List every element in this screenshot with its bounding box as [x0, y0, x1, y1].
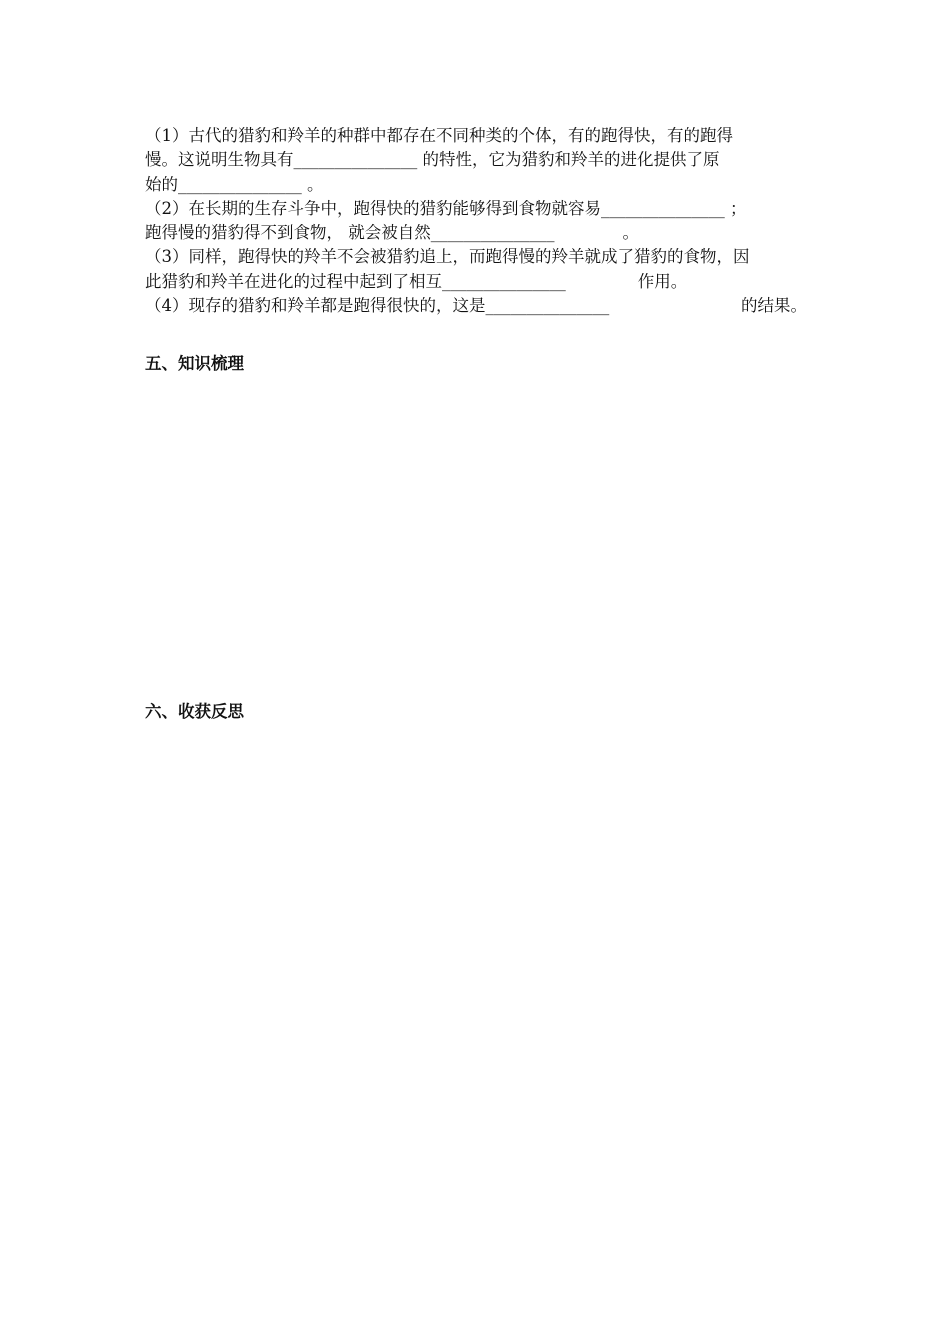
question-2-line-2 — [145, 221, 807, 245]
question-2-line-2-end: 。 — [622, 223, 639, 243]
question-4-line-1 — [145, 294, 807, 318]
question-1-line-2: 慢。这说明生物具有_______________ 的特性，它为猎豹和羚羊的进化提供了原 — [145, 150, 720, 170]
question-2-line-2-text: 跑得慢的猎豹得不到食物， 就会被自然_______________ — [145, 223, 555, 243]
question-1-line-3: 始的_______________ 。 — [145, 174, 324, 194]
section-heading-knowledge-review: 五、知识梳理 — [145, 354, 244, 373]
question-4-line-1-text: （4）现存的猎豹和羚羊都是跑得很快的，这是_______________ — [145, 296, 610, 316]
question-3-line-2-end: 作用。 — [637, 271, 688, 291]
question-3-line-2-text: 此猎豹和羚羊在进化的过程中起到了相互_______________ — [145, 271, 566, 291]
fill-in-questions — [145, 124, 807, 318]
question-4-line-1-end: 的结果。 — [741, 296, 807, 316]
question-3-line-2 — [145, 270, 807, 294]
section-heading-reflection: 六、收获反思 — [145, 702, 244, 721]
question-1-line-1: （1）古代的猎豹和羚羊的种群中都存在不同种类的个体，有的跑得快，有的跑得 — [145, 126, 733, 145]
question-2-line-1: （2）在长期的生存斗争中，跑得快的猎豹能够得到食物就容易_______________ ； — [145, 198, 747, 218]
question-3-line-1: （3）同样，跑得快的羚羊不会被猎豹追上，而跑得慢的羚羊就成了猎豹的食物，因 — [145, 247, 750, 267]
